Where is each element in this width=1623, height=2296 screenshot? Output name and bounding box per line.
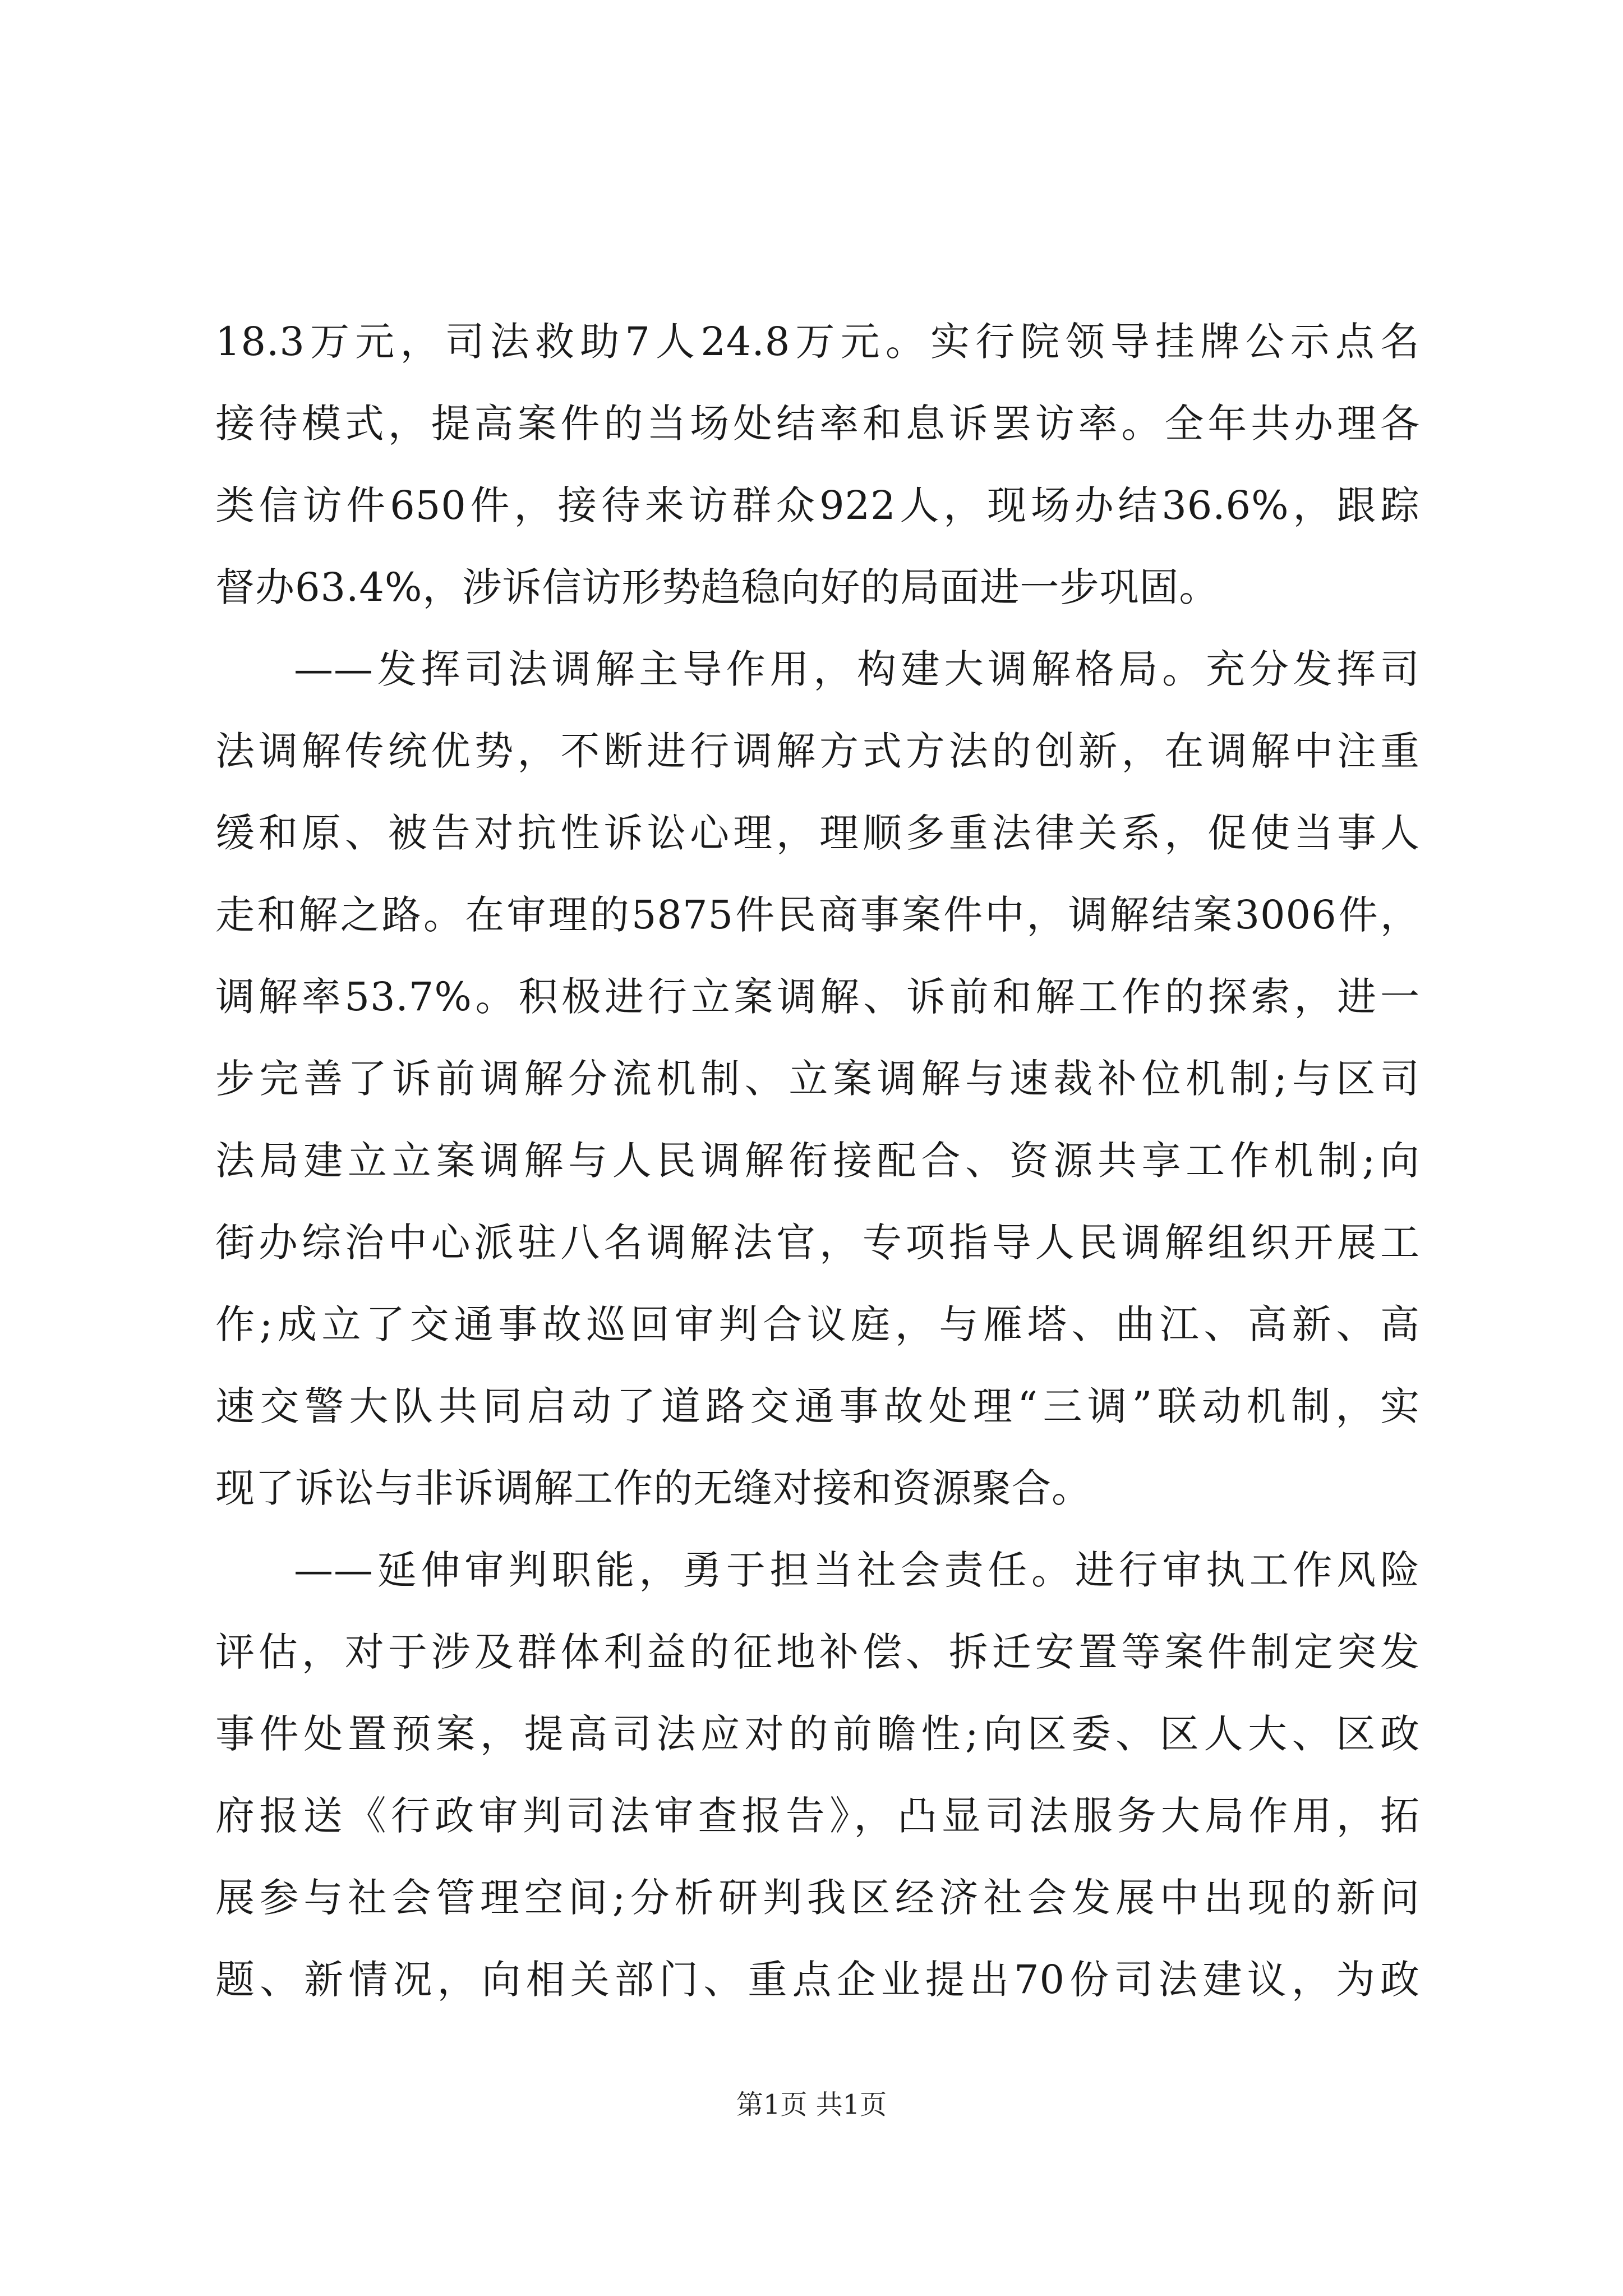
text-line: 现了诉讼与非诉调解工作的无缝对接和资源聚合。 bbox=[215, 1465, 1091, 1511]
text-line: 展参与社会管理空间;分析研判我区经济社会发展中出现的新问 bbox=[215, 1875, 1420, 1921]
text-line: 接待模式，提高案件的当场处结率和息诉罢访率。全年共办理各 bbox=[215, 401, 1420, 447]
document-body bbox=[215, 301, 1420, 2021]
text-line: 法局建立立案调解与人民调解衔接配合、资源共享工作机制;向 bbox=[215, 1138, 1420, 1184]
text-line: 速交警大队共同启动了道路交通事故处理“三调”联动机制，实 bbox=[215, 1383, 1420, 1429]
page-number-footer: 第1页 共1页 bbox=[736, 2089, 887, 2120]
text-line: 调解率53.7%。积极进行立案调解、诉前和解工作的探索，进一 bbox=[215, 974, 1420, 1020]
text-line: 法调解传统优势，不断进行调解方式方法的创新，在调解中注重 bbox=[215, 728, 1420, 774]
text-line: 类信访件650件，接待来访群众922人，现场办结36.6%，跟踪 bbox=[215, 482, 1420, 528]
text-line: 事件处置预案，提高司法应对的前瞻性;向区委、区人大、区政 bbox=[215, 1711, 1420, 1757]
text-line: 督办63.4%，涉诉信访形势趋稳向好的局面进一步巩固。 bbox=[215, 564, 1219, 610]
text-line: 18.3万元，司法救助7人24.8万元。实行院领导挂牌公示点名 bbox=[215, 319, 1420, 365]
text-line: 府报送《行政审判司法审查报告》，凸显司法服务大局作用，拓 bbox=[215, 1793, 1420, 1839]
text-line: 走和解之路。在审理的5875件民商事案件中，调解结案3006件， bbox=[215, 892, 1420, 938]
text-line: 题、新情况，向相关部门、重点企业提出70份司法建议，为政 bbox=[215, 1957, 1420, 2003]
text-line: 缓和原、被告对抗性诉讼心理，理顺多重法律关系，促使当事人 bbox=[215, 810, 1420, 856]
text-line: 评估，对于涉及群体利益的征地补偿、拆迁安置等案件制定突发 bbox=[215, 1629, 1420, 1675]
paragraph-first-line: ——发挥司法调解主导作用，构建大调解格局。充分发挥司 bbox=[294, 646, 1420, 692]
text-line: 作;成立了交通事故巡回审判合议庭，与雁塔、曲江、高新、高 bbox=[215, 1301, 1420, 1347]
text-line: 街办综治中心派驻八名调解法官，专项指导人民调解组织开展工 bbox=[215, 1220, 1420, 1266]
text-line: 步完善了诉前调解分流机制、立案调解与速裁补位机制;与区司 bbox=[215, 1056, 1420, 1102]
paragraph-first-line: ——延伸审判职能，勇于担当社会责任。进行审执工作风险 bbox=[294, 1547, 1420, 1593]
